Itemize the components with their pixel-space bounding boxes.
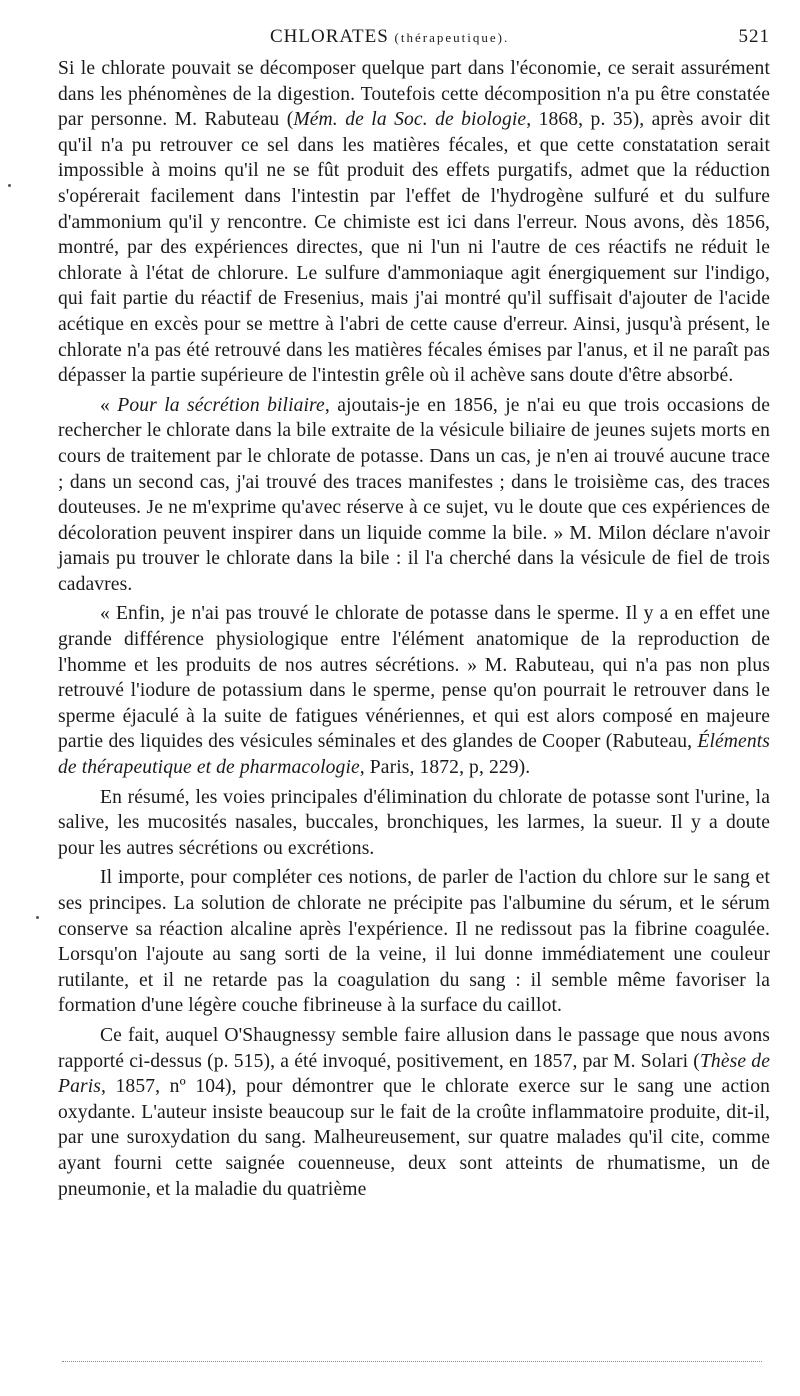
text-run: , 1857, nº 104), pour démontrer que le chlorate exerce sur le sang une action oxydante. L'auteur insiste beaucoup sur le fait de la croûte inflammatoire produite, dit-il, par une suroxydation du sang. Malheureusement, sur quatre malades qu'il cite, comme ayant fourni cette saignée couenneuse, deux sont atteints de rhumatisme, un de pneumonie, et la maladie du quatrième xyxy=(58,1076,770,1200)
footer-dotted-rule xyxy=(62,1361,762,1362)
paragraph-6 xyxy=(58,1023,770,1202)
italic-citation: Thèse de Paris xyxy=(58,1050,770,1098)
running-head xyxy=(58,26,770,56)
text-run: , ajoutais-je en 1856, je n'ai eu que trois occasions de rechercher le chlorate dans la bile extraite de la vésicule biliaire de jeunes sujets morts en cours de traitement par le chlorate de potasse. Dans un cas, je n'en ai trouvé aucune trace ; dans un second cas, j'ai trouvé des traces manifestes ; dans le troisième cas, des traces douteuses. Je ne m'exprime qu'avec réserve à ce sujet, vu le doute que ces expériences de décoloration peuvent inspirer dans un liquide comme la bile. » M. Milon déclare n'avoir jamais pu trouver le chlorate dans la bile : il l'a cherché dans la vésicule de fiel de trois cadavres. xyxy=(58,394,770,595)
running-title xyxy=(270,26,509,48)
italic-citation: Mém. de la Soc. de biologie xyxy=(293,109,527,131)
italic-citation: Éléments de thérapeutique et de pharmacologie xyxy=(58,731,770,779)
text-run: « xyxy=(100,394,118,416)
margin-speck xyxy=(36,916,39,919)
text-run: Il importe, pour compléter ces notions, de parler de l'action du chlore sur le sang et ses principes. La solution de chlorate ne précipite pas l'albumine du sérum, et le sérum conserve sa réaction alcaline après l'expérience. Il ne redissout pas la fibrine coagulée. Lorsqu'on l'ajoute au sang sorti de la veine, il lui donne immédiatement une couleur rutilante, et il ne retarde pas la coagulation du sang : il semble même favoriser la formation d'une légère couche fibrineuse à la surface du caillot. xyxy=(58,867,770,1017)
paragraph-4 xyxy=(58,785,770,862)
text-run: « Enfin, je n'ai pas trouvé le chlorate de potasse dans le sperme. Il y a en effet une grande différence physiologique entre l'élément anatomique de la reproduction de l'homme et les produits de nos autres sécrétions. » M. Rabuteau, qui n'a pas non plus retrouvé l'iodure de potassium dans le sperme, pense qu'on pourrait le retrouver dans le sperme éjaculé à la suite de fatigues vénériennes, et qui est alors composé en majeure partie des liquides des vésicules séminales et des glandes de Cooper (Rabuteau, xyxy=(58,603,770,753)
running-title-main: CHLORATES xyxy=(270,26,389,47)
paragraph-5 xyxy=(58,865,770,1019)
page-number: 521 xyxy=(738,26,770,47)
text-run: Si le chlorate pouvait se décomposer quelque part dans l'économie, ce serait assurément dans les phénomènes de la digestion. Toutefois cette décomposition n'a pu être constatée par personne. M. Rabuteau ( xyxy=(58,58,770,131)
text-run: Ce fait, auquel O'Shaugnessy semble faire allusion dans le passage que nous avons rapporté ci-dessus (p. 515), a été invoqué, positivement, en 1857, par M. Solari ( xyxy=(58,1024,770,1072)
italic-citation: Pour la sécrétion biliaire xyxy=(117,394,325,416)
body-text xyxy=(58,56,770,1202)
text-run: En résumé, les voies principales d'élimination du chlorate de potasse sont l'urine, la salive, les mucosités nasales, buccales, bronchiques, les larmes, la sueur. Il y a doute pour les autres sécrétions ou excrétions. xyxy=(58,786,770,859)
paragraph-1 xyxy=(58,56,770,389)
paragraph-3 xyxy=(58,601,770,780)
text-run: , Paris, 1872, p, 229). xyxy=(359,757,531,779)
paragraph-2 xyxy=(58,393,770,598)
book-page xyxy=(58,26,770,1202)
margin-speck xyxy=(8,184,11,187)
running-title-sub: (thérapeutique). xyxy=(394,30,510,45)
text-run: , 1868, p. 35), après avoir dit qu'il n'a pu retrouver ce sel dans les matières fécales, et que cette constatation serait impossible à moins qu'il ne se fût produit des effets purgatifs, admet que la réduction s'opérerait facilement dans l'intestin par l'effet de l'hydrogène sulfuré et du sulfure d'ammonium qu'il y rencontre. Ce chimiste est ici dans l'erreur. Nous avons, dès 1856, montré, par des expériences directes, que ni l'un ni l'autre de ces réactifs ne réduit le chlorate à l'état de chlorure. Le sulfure d'ammoniaque agit énergiquement sur l'indigo, qui fait partie du réactif de Fresenius, mais j'ai montré qu'il suffisait d'ajouter de l'acide acétique en excès pour se mettre à l'abri de cette cause d'erreur. Ainsi, jusqu'à présent, le chlorate n'a pas été retrouvé dans les matières fécales émises par l'anus, et il ne paraît pas dépasser la partie supérieure de l'intestin grêle où il achève sans doute d'être absorbé. xyxy=(58,109,770,387)
